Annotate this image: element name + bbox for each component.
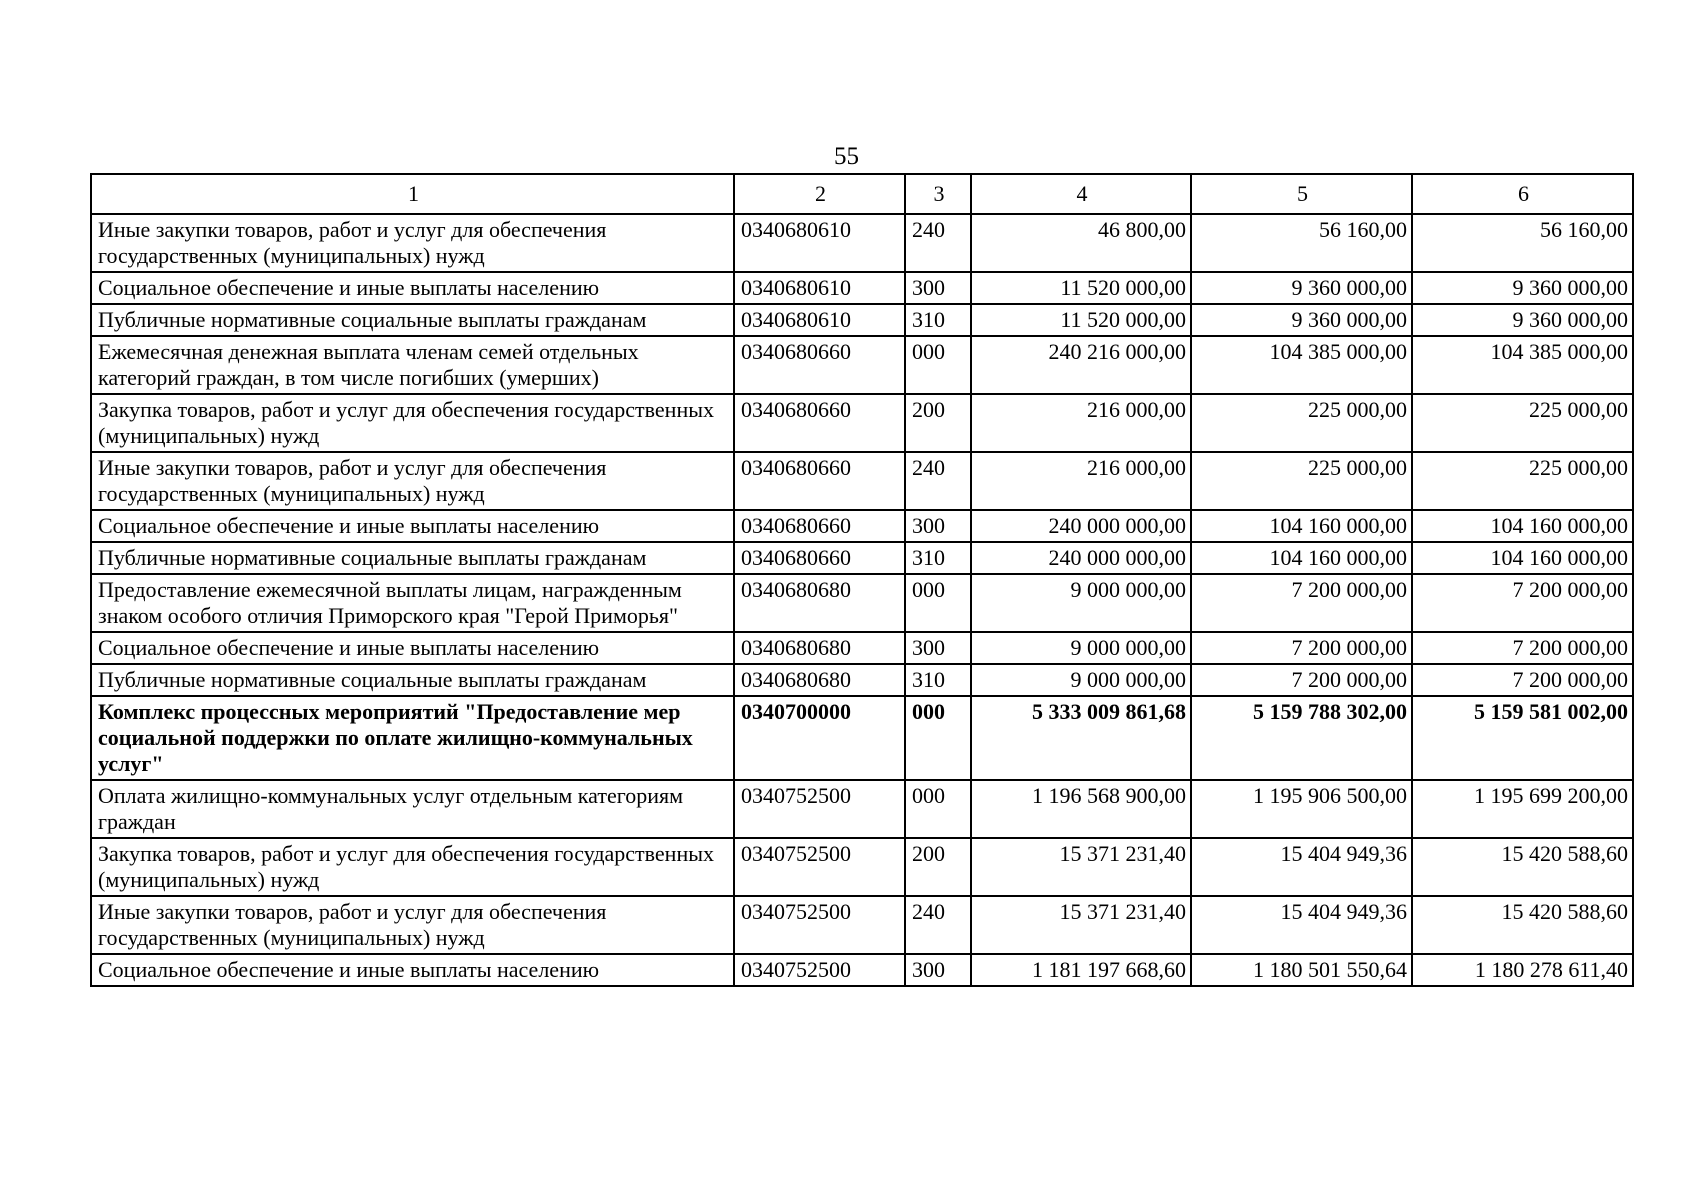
table-row [91,838,1633,896]
row-value-col4-cell: 11 520 000,00 [971,272,1191,304]
row-name-cell: Социальное обеспечение и иные выплаты населению [91,272,734,304]
row-name-cell: Ежемесячная денежная выплата членам семей отдельных категорий граждан, в том числе погибших (умерших) [91,336,734,394]
row-value-col5-cell: 9 360 000,00 [1191,272,1412,304]
table-row [91,632,1633,664]
row-value-col5-cell: 5 159 788 302,00 [1191,696,1412,780]
table-row [91,394,1633,452]
row-value-col6-cell: 5 159 581 002,00 [1412,696,1633,780]
row-value-col6-cell: 1 195 699 200,00 [1412,780,1633,838]
row-code-cell: 0340680680 [734,632,905,664]
row-type-cell: 310 [905,542,971,574]
table-row [91,696,1633,780]
row-name-cell: Публичные нормативные социальные выплаты гражданам [91,542,734,574]
row-code-cell: 0340680660 [734,336,905,394]
page-number: 55 [834,143,859,170]
row-value-col5-cell: 1 180 501 550,64 [1191,954,1412,986]
row-value-col4-cell: 9 000 000,00 [971,664,1191,696]
row-value-col4-cell: 11 520 000,00 [971,304,1191,336]
column-header: 6 [1412,174,1633,214]
row-type-cell: 310 [905,664,971,696]
row-value-col5-cell: 56 160,00 [1191,214,1412,272]
row-value-col4-cell: 216 000,00 [971,394,1191,452]
row-value-col6-cell: 104 160 000,00 [1412,510,1633,542]
row-value-col4-cell: 1 196 568 900,00 [971,780,1191,838]
row-type-cell: 300 [905,510,971,542]
row-type-cell: 240 [905,896,971,954]
row-name-cell: Предоставление ежемесячной выплаты лицам, награжденным знаком особого отличия Приморского края "Герой Приморья" [91,574,734,632]
row-type-cell: 000 [905,574,971,632]
row-value-col5-cell: 7 200 000,00 [1191,574,1412,632]
row-value-col6-cell: 7 200 000,00 [1412,664,1633,696]
row-name-cell: Иные закупки товаров, работ и услуг для обеспечения государственных (муниципальных) нужд [91,452,734,510]
row-type-cell: 000 [905,336,971,394]
row-code-cell: 0340680610 [734,272,905,304]
row-type-cell: 000 [905,696,971,780]
column-header: 4 [971,174,1191,214]
row-value-col5-cell: 7 200 000,00 [1191,664,1412,696]
row-name-cell: Оплата жилищно-коммунальных услуг отдельным категориям граждан [91,780,734,838]
table-row [91,272,1633,304]
row-code-cell: 0340680610 [734,214,905,272]
column-header: 2 [734,174,905,214]
table-header-row [91,174,1633,214]
row-name-cell: Социальное обеспечение и иные выплаты населению [91,510,734,542]
row-value-col4-cell: 5 333 009 861,68 [971,696,1191,780]
column-header: 3 [905,174,971,214]
row-code-cell: 0340680610 [734,304,905,336]
table-row [91,954,1633,986]
row-value-col4-cell: 240 000 000,00 [971,510,1191,542]
table-row [91,542,1633,574]
table-row [91,336,1633,394]
row-name-cell: Публичные нормативные социальные выплаты гражданам [91,304,734,336]
table-row [91,780,1633,838]
row-value-col6-cell: 15 420 588,60 [1412,838,1633,896]
row-code-cell: 0340680660 [734,452,905,510]
row-value-col5-cell: 15 404 949,36 [1191,896,1412,954]
table-row [91,896,1633,954]
row-type-cell: 240 [905,214,971,272]
row-name-cell: Иные закупки товаров, работ и услуг для обеспечения государственных (муниципальных) нужд [91,896,734,954]
table-row [91,214,1633,272]
row-name-cell: Публичные нормативные социальные выплаты гражданам [91,664,734,696]
row-code-cell: 0340752500 [734,896,905,954]
row-code-cell: 0340680660 [734,510,905,542]
table-row [91,510,1633,542]
row-value-col4-cell: 240 000 000,00 [971,542,1191,574]
row-value-col4-cell: 1 181 197 668,60 [971,954,1191,986]
row-name-cell: Закупка товаров, работ и услуг для обеспечения государственных (муниципальных) нужд [91,394,734,452]
row-value-col6-cell: 7 200 000,00 [1412,574,1633,632]
row-code-cell: 0340752500 [734,780,905,838]
row-name-cell: Комплекс процессных мероприятий "Предоставление мер социальной поддержки по оплате жилищно-коммунальных услуг" [91,696,734,780]
row-value-col4-cell: 9 000 000,00 [971,632,1191,664]
row-value-col4-cell: 46 800,00 [971,214,1191,272]
table-row [91,664,1633,696]
row-value-col5-cell: 225 000,00 [1191,452,1412,510]
row-type-cell: 200 [905,394,971,452]
row-value-col4-cell: 216 000,00 [971,452,1191,510]
row-code-cell: 0340680680 [734,574,905,632]
table-row [91,304,1633,336]
row-type-cell: 300 [905,632,971,664]
row-value-col5-cell: 15 404 949,36 [1191,838,1412,896]
row-value-col6-cell: 104 160 000,00 [1412,542,1633,574]
row-value-col5-cell: 104 160 000,00 [1191,542,1412,574]
row-value-col5-cell: 104 160 000,00 [1191,510,1412,542]
row-value-col6-cell: 104 385 000,00 [1412,336,1633,394]
budget-table [90,173,1634,987]
row-value-col6-cell: 1 180 278 611,40 [1412,954,1633,986]
row-type-cell: 300 [905,954,971,986]
table-row [91,452,1633,510]
row-value-col5-cell: 1 195 906 500,00 [1191,780,1412,838]
column-header: 5 [1191,174,1412,214]
row-name-cell: Социальное обеспечение и иные выплаты населению [91,632,734,664]
row-value-col6-cell: 9 360 000,00 [1412,304,1633,336]
row-code-cell: 0340680660 [734,542,905,574]
row-value-col6-cell: 225 000,00 [1412,394,1633,452]
row-code-cell: 0340700000 [734,696,905,780]
row-value-col5-cell: 104 385 000,00 [1191,336,1412,394]
row-name-cell: Закупка товаров, работ и услуг для обеспечения государственных (муниципальных) нужд [91,838,734,896]
row-code-cell: 0340680680 [734,664,905,696]
row-value-col6-cell: 9 360 000,00 [1412,272,1633,304]
row-code-cell: 0340752500 [734,954,905,986]
row-value-col5-cell: 9 360 000,00 [1191,304,1412,336]
row-type-cell: 300 [905,272,971,304]
row-value-col6-cell: 56 160,00 [1412,214,1633,272]
row-type-cell: 200 [905,838,971,896]
row-type-cell: 000 [905,780,971,838]
column-header: 1 [91,174,734,214]
row-value-col5-cell: 225 000,00 [1191,394,1412,452]
table-row [91,574,1633,632]
row-value-col6-cell: 225 000,00 [1412,452,1633,510]
row-code-cell: 0340752500 [734,838,905,896]
row-value-col6-cell: 7 200 000,00 [1412,632,1633,664]
row-code-cell: 0340680660 [734,394,905,452]
row-value-col4-cell: 240 216 000,00 [971,336,1191,394]
row-name-cell: Иные закупки товаров, работ и услуг для обеспечения государственных (муниципальных) нужд [91,214,734,272]
row-value-col5-cell: 7 200 000,00 [1191,632,1412,664]
row-type-cell: 240 [905,452,971,510]
table-body [91,174,1633,986]
row-value-col4-cell: 15 371 231,40 [971,838,1191,896]
row-value-col4-cell: 15 371 231,40 [971,896,1191,954]
row-name-cell: Социальное обеспечение и иные выплаты населению [91,954,734,986]
row-value-col4-cell: 9 000 000,00 [971,574,1191,632]
row-value-col6-cell: 15 420 588,60 [1412,896,1633,954]
row-type-cell: 310 [905,304,971,336]
